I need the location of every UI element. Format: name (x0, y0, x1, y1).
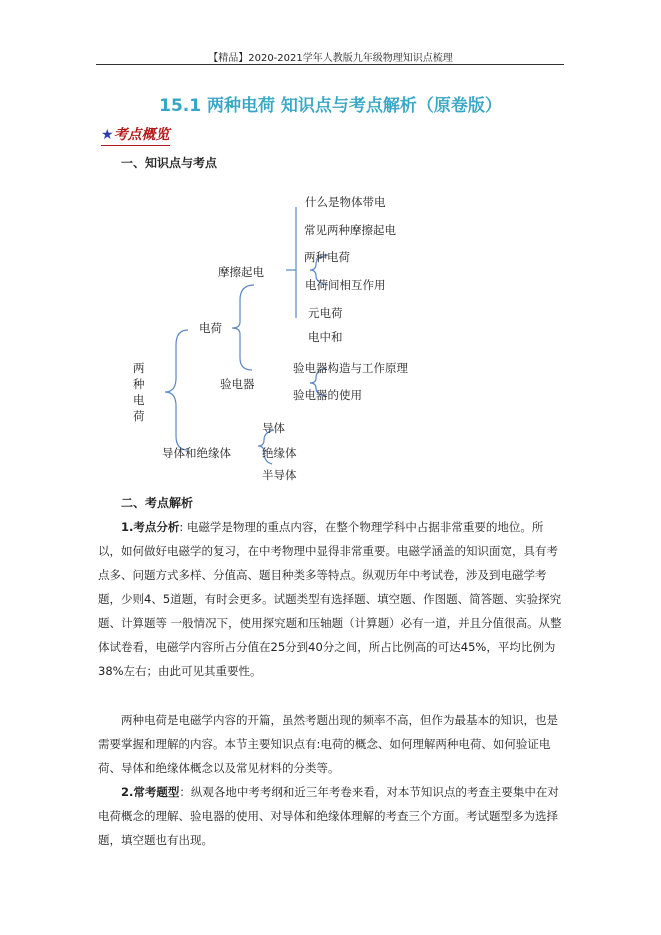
node-friction-electrification: 摩擦起电 (218, 265, 264, 279)
node-charge: 电荷 (199, 321, 222, 335)
leaf-item: 半导体 (262, 468, 297, 482)
leaf-item: 电荷间相互作用 (305, 278, 386, 292)
node-conductor-insulator: 导体和绝缘体 (162, 446, 231, 460)
page-header: 【精品】2020-2021学年人教版九年级物理知识点梳理 (208, 53, 453, 64)
node-electroscope: 验电器 (220, 377, 255, 391)
leaf-item: 元电荷 (308, 306, 343, 320)
leaf-item: 什么是物体带电 (305, 195, 386, 209)
star-icon: ★ (101, 127, 114, 143)
paragraph-two-charges: 两种电荷是电磁学内容的开篇，虽然考题出现的频率不高，但作为最基本的知识，也是需要掌握和理解的内容。本节主要知识点有:电荷的概念、如何理解两种电荷、如何验证电荷、导体和绝缘体概念以及常见材料的分类等。 (98, 713, 558, 775)
leaf-item: 验电器的使用 (293, 388, 362, 402)
leaf-item: 电中和 (308, 330, 343, 344)
leaf-item: 验电器构造与工作原理 (293, 361, 408, 375)
leaf-item: 两种电荷 (304, 250, 350, 264)
paragraph-common-questions: 2.常考题型：纵观各地中考考纲和近三年考卷来看，对本节知识点的考查主要集中在对电荷概念的理解、验电器的使用、对导体和绝缘体理解的考查三个方面。考试题型多为选择题，填空题也有出现。 (98, 785, 559, 847)
paragraph-label: 1.考点分析 (121, 520, 180, 534)
charge-brace (232, 285, 254, 370)
paragraph-exam-analysis: 1.考点分析: 电磁学是物理的重点内容，在整个物理学科中占据非常重要的地位。所以，如何做好电磁学的复习，在中考物理中显得非常重要。电磁学涵盖的知识面宽，具有考点多、问题方式多样、分值高、题目种类多等特点。纵观历年中考试卷，涉及到电磁学考题，少则4、5道题，有时会更多。试题类型有选择题、填空题、作图题、简答题、实验探究题、计算题等 一般情况下，使用探究题和压轴题（计算题）必有一道，并且分值很高。从整体试卷看，电磁学内容所占分值在25分到40分之间，所占比例高的可达45%，平均比例为38%左右；由此可见其重要性。 (98, 520, 562, 678)
page-title: 15.1 两种电荷 知识点与考点解析（原卷版） (159, 96, 502, 116)
mindmap-root: 两 种 电 荷 (133, 361, 145, 423)
leaf-item: 常见两种摩擦起电 (304, 223, 396, 237)
leaf-item: 导体 (262, 421, 285, 435)
heading-analysis: 二、考点解析 (121, 496, 194, 510)
leaf-item: 绝缘体 (262, 446, 297, 460)
root-brace (165, 330, 188, 450)
paragraph-label: 2.常考题型 (121, 785, 180, 799)
heading-knowledge: 一、知识点与考点 (121, 156, 218, 170)
section-label: 考点概览 (113, 127, 170, 143)
